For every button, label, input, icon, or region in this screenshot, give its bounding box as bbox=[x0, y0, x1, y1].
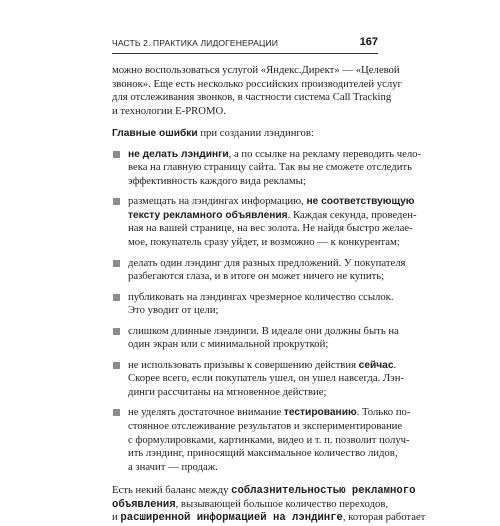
text-line: века на главную страницу сайта. Так вы не сможете отследить bbox=[128, 161, 412, 174]
square-bullet-icon bbox=[113, 294, 120, 301]
page-number: 167 bbox=[359, 36, 378, 48]
text-line: Скорее всего, если покупатель ушел, он ушел навсегда. Лэн- bbox=[128, 372, 405, 385]
page-body bbox=[112, 64, 426, 525]
text-line: для отслеживания звонков, в частности система Call Tracking bbox=[112, 91, 392, 104]
text-line: публиковать на лэндингах чрезмерное количество ссылок. bbox=[128, 290, 394, 303]
text-line: разбегаются глаза, и в итоге он может ничего не купить; bbox=[128, 270, 385, 283]
list-item bbox=[112, 256, 406, 284]
text-line bbox=[128, 208, 417, 223]
text-line: слишком длинные лэндинги. В идеале они должны быть на bbox=[128, 324, 399, 337]
text-run: . bbox=[393, 358, 397, 371]
text-line: один экран или с минимальной прокруткой; bbox=[128, 338, 329, 351]
text-line bbox=[128, 195, 415, 209]
text-line: ная на вашей странице, на вес золота. Не найдя быстро желае- bbox=[128, 222, 413, 235]
text-line: а значит — продаж. bbox=[128, 460, 218, 473]
square-bullet-icon bbox=[113, 198, 120, 205]
bold-term: не соответствующую bbox=[306, 196, 415, 208]
list-item bbox=[112, 147, 422, 189]
list-item bbox=[112, 406, 411, 474]
text-line: звонок». Еще есть несколько российских производителей услуг bbox=[112, 77, 402, 90]
text-line: и технологии E-PROMO. bbox=[112, 104, 226, 117]
lead-bold: Главные ошибки bbox=[112, 128, 198, 140]
text-line: можно воспользоваться услугой «Яндекс.Директ» — «Целевой bbox=[112, 64, 400, 76]
text-line bbox=[112, 511, 426, 525]
text-line bbox=[128, 147, 422, 162]
list-item bbox=[112, 195, 417, 249]
page-header bbox=[112, 36, 378, 52]
intro-paragraph bbox=[112, 64, 402, 118]
text-run: , вызывающей большое количество переходов, bbox=[175, 497, 389, 510]
list-item bbox=[112, 290, 394, 318]
list-item bbox=[112, 358, 405, 400]
text-line bbox=[128, 406, 411, 420]
list-item bbox=[112, 324, 399, 352]
square-bullet-icon bbox=[113, 328, 120, 335]
square-bullet-icon bbox=[113, 151, 120, 158]
lead-rest: при создании лэндингов: bbox=[197, 127, 314, 140]
text-line: эффективность каждого вида рекламы; bbox=[128, 174, 306, 187]
text-line: мое, покупатель сразу уйдет, и возможно — к конкурентам; bbox=[128, 236, 400, 249]
square-bullet-icon bbox=[113, 362, 120, 369]
square-bullet-icon bbox=[113, 260, 120, 267]
text-line: стоянное отслеживание результатов и экспериментирование bbox=[128, 420, 403, 433]
text-line: динги рассчитаны на мгновенное действие; bbox=[128, 385, 327, 398]
text-run: , которая работает bbox=[342, 511, 426, 524]
text-run: , а по ссылке на рекламу переводить чело- bbox=[228, 147, 422, 160]
text-line: Это уводит от цели; bbox=[128, 304, 219, 317]
mistakes-list bbox=[112, 147, 422, 474]
square-bullet-icon bbox=[113, 409, 120, 416]
text-run: и bbox=[112, 511, 121, 524]
list-lead bbox=[112, 127, 381, 141]
text-line: ить лэндинг, приносящий максимальное количество лидов, bbox=[128, 447, 398, 460]
bold-term: не делать лэндинги bbox=[128, 148, 229, 160]
bold-term: тексту рекламного объявления bbox=[128, 209, 288, 221]
bold-term: расширенной информацией на лэндинге bbox=[120, 512, 343, 525]
text-line: делать один лэндинг для разных предложений. У покупателя bbox=[128, 256, 406, 269]
text-line bbox=[128, 358, 397, 373]
text-line: с формулировками, картинками, видео и т. п. позволит получ- bbox=[128, 433, 410, 446]
running-head: ЧАСТЬ 2. ПРАКТИКА ЛИДОГЕНЕРАЦИИ bbox=[112, 38, 278, 48]
text-line bbox=[112, 484, 416, 498]
header-rule bbox=[112, 53, 378, 54]
bold-term: сейчас bbox=[358, 359, 394, 371]
outro-paragraph bbox=[112, 484, 426, 525]
bold-term: тестированию bbox=[283, 407, 357, 419]
text-run: . Каждая секунда, проведен- bbox=[287, 208, 417, 221]
text-run: размещать на лэндингах информацию, bbox=[128, 195, 307, 208]
bold-term: соблазнительностью рекламного bbox=[231, 485, 416, 498]
bold-term: объявления bbox=[112, 498, 176, 511]
text-run: Есть некий баланс между bbox=[112, 484, 232, 497]
text-run: не использовать призывы к совершению действия bbox=[128, 358, 359, 371]
text-run: не уделять достаточное внимание bbox=[128, 406, 284, 419]
text-run: . Только по- bbox=[356, 406, 411, 419]
